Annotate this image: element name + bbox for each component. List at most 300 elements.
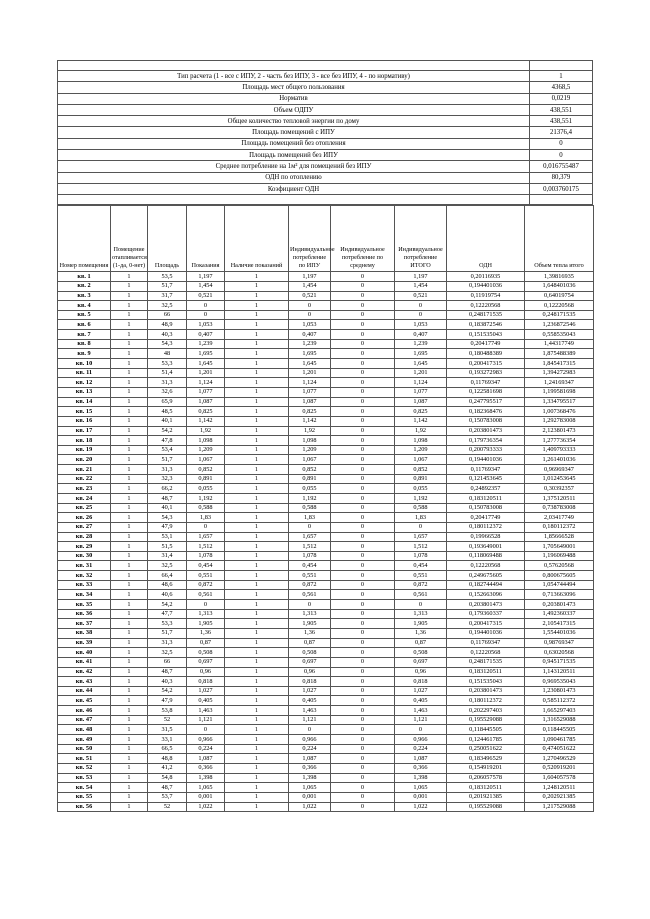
table-cell: 0 <box>331 532 395 542</box>
table-cell: 0 <box>331 706 395 716</box>
table-cell: 48,8 <box>148 754 187 764</box>
parameter-label: Объем ОДПУ <box>58 104 530 115</box>
table-cell: 0 <box>331 281 395 291</box>
table-cell: 1 <box>111 407 148 417</box>
table-cell: 0,200417315 <box>447 619 525 629</box>
table-cell: 1 <box>225 426 289 436</box>
table-cell: 0,588 <box>187 503 225 513</box>
column-header: Площадь <box>148 206 187 272</box>
table-cell: 40,1 <box>148 503 187 513</box>
table-row <box>58 763 594 773</box>
apartment-number-cell: кв. 1 <box>58 272 111 282</box>
apartment-number-cell: кв. 27 <box>58 522 111 532</box>
table-cell: 1 <box>111 571 148 581</box>
apartment-number-cell: кв. 7 <box>58 330 111 340</box>
table-cell: 0,12220568 <box>447 561 525 571</box>
table-row <box>58 532 594 542</box>
table-cell: 0 <box>395 310 447 320</box>
table-cell: 1,078 <box>187 551 225 561</box>
table-cell: 0,818 <box>289 677 331 687</box>
table-cell: 1 <box>225 407 289 417</box>
table-cell: 1 <box>111 484 148 494</box>
table-cell: 1,83 <box>395 513 447 523</box>
table-cell: 1,087 <box>289 397 331 407</box>
table-cell: 0,055 <box>187 484 225 494</box>
parameter-row <box>58 116 593 127</box>
table-cell: 0,30392357 <box>525 484 594 494</box>
table-cell: 0 <box>289 301 331 311</box>
table-cell: 1 <box>225 359 289 369</box>
table-cell: 1 <box>225 696 289 706</box>
table-cell: 0,193649001 <box>447 542 525 552</box>
table-cell: 0,182368476 <box>447 407 525 417</box>
table-cell: 0,200417315 <box>447 359 525 369</box>
table-row <box>58 387 594 397</box>
apartment-number-cell: кв. 38 <box>58 628 111 638</box>
table-cell: 1,398 <box>395 773 447 783</box>
table-cell: 0 <box>395 725 447 735</box>
table-cell: 1 <box>225 474 289 484</box>
table-cell: 1 <box>225 773 289 783</box>
table-cell: 47,9 <box>148 522 187 532</box>
table-cell: 1,454 <box>289 281 331 291</box>
table-cell: 51,7 <box>148 281 187 291</box>
table-cell: 0,561 <box>187 590 225 600</box>
table-cell: 1,230801473 <box>525 686 594 696</box>
table-cell: 1 <box>111 667 148 677</box>
apartment-number-cell: кв. 42 <box>58 667 111 677</box>
table-row <box>58 378 594 388</box>
table-cell: 0,193272983 <box>447 368 525 378</box>
table-cell: 1 <box>225 436 289 446</box>
table-cell: 0,872 <box>395 580 447 590</box>
table-cell: 0,118445505 <box>447 725 525 735</box>
table-row <box>58 725 594 735</box>
table-cell: 1 <box>111 272 148 282</box>
table-cell: 1,022 <box>187 802 225 812</box>
apartment-number-cell: кв. 17 <box>58 426 111 436</box>
apartment-number-cell: кв. 29 <box>58 542 111 552</box>
table-cell: 0,224 <box>289 744 331 754</box>
table-row <box>58 397 594 407</box>
table-row <box>58 445 594 455</box>
table-cell: 0,64019754 <box>525 291 594 301</box>
table-cell: 0,180112372 <box>447 696 525 706</box>
table-cell: 0 <box>331 571 395 581</box>
table-row <box>58 580 594 590</box>
table-cell: 1,012453645 <box>525 474 594 484</box>
table-cell: 1 <box>111 387 148 397</box>
table-cell: 1 <box>111 783 148 793</box>
table-cell: 1,512 <box>187 542 225 552</box>
table-cell: 0 <box>331 445 395 455</box>
table-cell: 1,192 <box>289 494 331 504</box>
table-cell: 32,5 <box>148 301 187 311</box>
blank-row-top <box>58 61 593 71</box>
table-cell: 1,277736354 <box>525 436 594 446</box>
table-cell: 1,239 <box>395 339 447 349</box>
table-cell: 1 <box>225 503 289 513</box>
table-cell: 0 <box>331 320 395 330</box>
table-cell: 0 <box>331 387 395 397</box>
table-cell: 1 <box>111 706 148 716</box>
apartment-number-cell: кв. 13 <box>58 387 111 397</box>
table-cell: 1 <box>111 619 148 629</box>
apartment-number-cell: кв. 30 <box>58 551 111 561</box>
table-cell: 1,121 <box>395 715 447 725</box>
table-cell: 0,248171535 <box>447 310 525 320</box>
table-row <box>58 696 594 706</box>
table-row <box>58 715 594 725</box>
table-cell: 0,96 <box>395 667 447 677</box>
table-cell: 0,179736354 <box>447 436 525 446</box>
table-cell: 0,588 <box>395 503 447 513</box>
table-row <box>58 272 594 282</box>
table-cell: 48,7 <box>148 783 187 793</box>
table-row <box>58 600 594 610</box>
table-cell: 0,124461785 <box>447 735 525 745</box>
table-cell: 1,695 <box>187 349 225 359</box>
parameter-value: 4368,5 <box>530 82 593 93</box>
table-cell: 1 <box>111 551 148 561</box>
blank-cell <box>58 195 530 205</box>
table-cell: 1 <box>111 416 148 426</box>
apartment-number-cell: кв. 14 <box>58 397 111 407</box>
table-cell: 0 <box>331 551 395 561</box>
table-cell: 0,121453645 <box>447 474 525 484</box>
table-cell: 1 <box>225 619 289 629</box>
table-cell: 0 <box>331 619 395 629</box>
table-cell: 1,053 <box>187 320 225 330</box>
apartment-number-cell: кв. 35 <box>58 600 111 610</box>
table-cell: 0,203801473 <box>447 686 525 696</box>
table-cell: 1,098 <box>395 436 447 446</box>
table-cell: 1,022 <box>395 802 447 812</box>
table-cell: 0 <box>331 291 395 301</box>
table-cell: 0,203801473 <box>525 600 594 610</box>
table-cell: 52 <box>148 802 187 812</box>
table-cell: 0,151535043 <box>447 677 525 687</box>
table-cell: 1 <box>225 648 289 658</box>
table-cell: 0,12220568 <box>525 301 594 311</box>
table-cell: 0,585112372 <box>525 696 594 706</box>
table-cell: 0,248171535 <box>525 310 594 320</box>
table-cell: 0 <box>395 301 447 311</box>
table-cell: 0,561 <box>395 590 447 600</box>
table-cell: 31,3 <box>148 378 187 388</box>
table-cell: 0 <box>187 522 225 532</box>
table-cell: 1,313 <box>187 609 225 619</box>
table-cell: 53,7 <box>148 792 187 802</box>
table-cell: 0,96969347 <box>525 465 594 475</box>
spreadsheet-page <box>57 60 593 812</box>
table-cell: 1 <box>111 715 148 725</box>
table-cell: 0 <box>331 339 395 349</box>
table-cell: 1,375120511 <box>525 494 594 504</box>
table-cell: 0,818 <box>395 677 447 687</box>
apartment-number-cell: кв. 16 <box>58 416 111 426</box>
table-cell: 1 <box>111 465 148 475</box>
table-cell: 54,2 <box>148 600 187 610</box>
table-cell: 1,313 <box>395 609 447 619</box>
apartments-heat-table <box>57 205 594 812</box>
table-row <box>58 551 594 561</box>
table-row <box>58 648 594 658</box>
table-cell: 1,492360337 <box>525 609 594 619</box>
table-row <box>58 310 594 320</box>
table-cell: 1,087 <box>187 754 225 764</box>
table-cell: 0 <box>331 522 395 532</box>
table-cell: 0 <box>331 407 395 417</box>
table-cell: 0,551 <box>187 571 225 581</box>
table-cell: 1 <box>111 455 148 465</box>
table-cell: 1 <box>111 397 148 407</box>
table-cell: 53,5 <box>148 272 187 282</box>
table-cell: 0 <box>187 301 225 311</box>
table-cell: 1 <box>111 474 148 484</box>
apartment-number-cell: кв. 8 <box>58 339 111 349</box>
table-cell: 0 <box>331 542 395 552</box>
table-cell: 1 <box>225 416 289 426</box>
table-cell: 0,203801473 <box>447 426 525 436</box>
table-cell: 0,11919754 <box>447 291 525 301</box>
table-cell: 0 <box>187 725 225 735</box>
table-cell: 1 <box>225 551 289 561</box>
table-row <box>58 677 594 687</box>
table-cell: 0 <box>331 590 395 600</box>
table-cell: 1,334795517 <box>525 397 594 407</box>
column-header: Объем тепла итого <box>525 206 594 272</box>
table-cell: 0,738783008 <box>525 503 594 513</box>
table-cell: 0,183496529 <box>447 754 525 764</box>
table-cell: 0 <box>331 638 395 648</box>
table-cell: 32,3 <box>148 474 187 484</box>
table-cell: 1 <box>111 339 148 349</box>
parameter-row <box>58 138 593 149</box>
table-cell: 0,454 <box>395 561 447 571</box>
table-cell: 40,3 <box>148 677 187 687</box>
table-row <box>58 802 594 812</box>
table-cell: 0,508 <box>187 648 225 658</box>
table-cell: 1,512 <box>395 542 447 552</box>
table-cell: 1,905 <box>289 619 331 629</box>
table-cell: 0,194401036 <box>447 281 525 291</box>
table-cell: 40,6 <box>148 590 187 600</box>
apartment-number-cell: кв. 34 <box>58 590 111 600</box>
table-cell: 0,966 <box>289 735 331 745</box>
table-cell: 40,3 <box>148 330 187 340</box>
table-row <box>58 773 594 783</box>
table-cell: 1 <box>111 792 148 802</box>
table-cell: 1,087 <box>395 754 447 764</box>
table-cell: 1,463 <box>289 706 331 716</box>
table-cell: 1 <box>225 715 289 725</box>
table-row <box>58 416 594 426</box>
table-cell: 0 <box>331 600 395 610</box>
table-cell: 1 <box>225 387 289 397</box>
table-cell: 0,224 <box>187 744 225 754</box>
table-row <box>58 320 594 330</box>
table-row <box>58 281 594 291</box>
table-cell: 0,12220568 <box>447 301 525 311</box>
table-cell: 0,405 <box>395 696 447 706</box>
apartment-number-cell: кв. 21 <box>58 465 111 475</box>
table-cell: 1,065 <box>187 783 225 793</box>
table-cell: 1 <box>111 725 148 735</box>
table-cell: 1 <box>225 783 289 793</box>
table-cell: 0 <box>331 763 395 773</box>
table-cell: 1 <box>111 628 148 638</box>
table-row <box>58 349 594 359</box>
table-cell: 1,007368476 <box>525 407 594 417</box>
table-cell: 53,1 <box>148 532 187 542</box>
apartment-number-cell: кв. 26 <box>58 513 111 523</box>
table-cell: 1,463 <box>395 706 447 716</box>
table-cell: 51,4 <box>148 368 187 378</box>
table-cell: 1 <box>111 600 148 610</box>
table-cell: 1 <box>111 330 148 340</box>
table-cell: 1 <box>111 349 148 359</box>
table-cell: 0,250051622 <box>447 744 525 754</box>
table-cell: 66,5 <box>148 744 187 754</box>
table-cell: 1 <box>225 445 289 455</box>
table-cell: 0,800675605 <box>525 571 594 581</box>
table-cell: 1,142 <box>187 416 225 426</box>
table-cell: 1 <box>111 657 148 667</box>
table-cell: 0,195529088 <box>447 715 525 725</box>
table-cell: 0,966 <box>187 735 225 745</box>
table-cell: 54,2 <box>148 686 187 696</box>
table-cell: 1 <box>111 677 148 687</box>
table-cell: 1,142 <box>289 416 331 426</box>
table-cell: 2,03417749 <box>525 513 594 523</box>
table-cell: 51,5 <box>148 542 187 552</box>
table-cell: 0,852 <box>187 465 225 475</box>
table-cell: 0,407 <box>187 330 225 340</box>
table-cell: 0 <box>331 368 395 378</box>
parameter-label: Норматив <box>58 93 530 104</box>
table-cell: 51,7 <box>148 628 187 638</box>
table-cell: 0,001 <box>395 792 447 802</box>
table-cell: 0,150783008 <box>447 416 525 426</box>
table-cell: 1,248120511 <box>525 783 594 793</box>
table-cell: 1 <box>111 590 148 600</box>
table-cell: 53,8 <box>148 706 187 716</box>
table-cell: 31,3 <box>148 465 187 475</box>
apartment-number-cell: кв. 53 <box>58 773 111 783</box>
apartment-number-cell: кв. 55 <box>58 792 111 802</box>
table-cell: 0 <box>331 792 395 802</box>
apartment-number-cell: кв. 54 <box>58 783 111 793</box>
table-cell: 0,202921385 <box>525 792 594 802</box>
table-cell: 1,665297403 <box>525 706 594 716</box>
table-cell: 1,197 <box>395 272 447 282</box>
table-cell: 0,20417749 <box>447 339 525 349</box>
parameter-label: Площадь помещений с ИПУ <box>58 127 530 138</box>
table-cell: 0,945171535 <box>525 657 594 667</box>
table-cell: 1,142 <box>395 416 447 426</box>
table-cell: 1,36 <box>289 628 331 638</box>
table-cell: 1,292783008 <box>525 416 594 426</box>
table-cell: 1 <box>111 310 148 320</box>
table-cell: 0 <box>187 310 225 320</box>
table-cell: 0,118069488 <box>447 551 525 561</box>
table-cell: 1,098 <box>187 436 225 446</box>
parameter-value: 0 <box>530 138 593 149</box>
table-cell: 1 <box>111 359 148 369</box>
table-cell: 0 <box>395 522 447 532</box>
parameter-row <box>58 82 593 93</box>
table-cell: 1,454 <box>187 281 225 291</box>
table-cell: 0 <box>331 609 395 619</box>
blank-row-bottom <box>58 195 593 205</box>
table-cell: 1,022 <box>289 802 331 812</box>
table-cell: 0,203801473 <box>447 600 525 610</box>
table-cell: 1,645 <box>187 359 225 369</box>
table-cell: 31,4 <box>148 551 187 561</box>
parameter-row <box>58 127 593 138</box>
table-cell: 1,24169347 <box>525 378 594 388</box>
table-cell: 1,657 <box>395 532 447 542</box>
table-cell: 0 <box>331 667 395 677</box>
table-cell: 0,151535043 <box>447 330 525 340</box>
table-cell: 32,5 <box>148 561 187 571</box>
table-cell: 1 <box>225 494 289 504</box>
table-cell: 0 <box>331 754 395 764</box>
table-cell: 1,078 <box>289 551 331 561</box>
table-cell: 65,9 <box>148 397 187 407</box>
table-cell: 1,053 <box>395 320 447 330</box>
apartment-number-cell: кв. 19 <box>58 445 111 455</box>
table-cell: 0,183120511 <box>447 494 525 504</box>
apartment-number-cell: кв. 45 <box>58 696 111 706</box>
table-row <box>58 330 594 340</box>
table-cell: 1 <box>225 272 289 282</box>
apartment-number-cell: кв. 11 <box>58 368 111 378</box>
table-cell: 0,407 <box>289 330 331 340</box>
table-cell: 1,398 <box>187 773 225 783</box>
table-row <box>58 301 594 311</box>
table-cell: 0 <box>289 600 331 610</box>
table-cell: 0,001 <box>289 792 331 802</box>
table-cell: 0,183120511 <box>447 667 525 677</box>
apartment-number-cell: кв. 48 <box>58 725 111 735</box>
apartment-number-cell: кв. 56 <box>58 802 111 812</box>
table-cell: 1,027 <box>187 686 225 696</box>
table-cell: 1,239 <box>187 339 225 349</box>
table-cell: 52 <box>148 715 187 725</box>
parameter-label: Коэфициент ОДН <box>58 183 530 194</box>
table-header-row <box>58 206 594 272</box>
table-cell: 1 <box>111 561 148 571</box>
table-row <box>58 657 594 667</box>
table-cell: 1 <box>225 667 289 677</box>
table-cell: 0,520919201 <box>525 763 594 773</box>
table-cell: 1,197 <box>187 272 225 282</box>
column-header: Индивидуальное потребление по ИПУ <box>289 206 331 272</box>
table-cell: 47,8 <box>148 436 187 446</box>
table-cell: 0 <box>331 648 395 658</box>
apartment-number-cell: кв. 39 <box>58 638 111 648</box>
column-header: Индивидуальное потребление ИТОГО <box>395 206 447 272</box>
table-cell: 0 <box>331 628 395 638</box>
table-cell: 0,588 <box>289 503 331 513</box>
table-cell: 66,2 <box>148 484 187 494</box>
table-row <box>58 503 594 513</box>
table-cell: 1 <box>111 291 148 301</box>
table-cell: 0 <box>331 561 395 571</box>
apartment-number-cell: кв. 20 <box>58 455 111 465</box>
